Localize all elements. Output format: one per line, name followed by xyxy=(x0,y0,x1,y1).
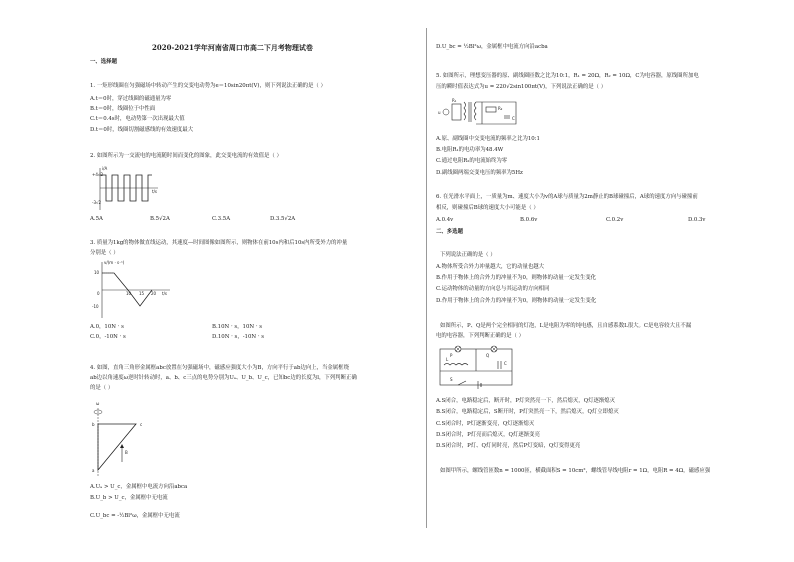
q4-stem-line1: 4. 如图，直角三角形金属框abc放置在匀强磁场中，磁感应强度大小为B，方向平行于ab边向上，当金属框绕 xyxy=(90,365,349,371)
q3-fig-y1: 10 xyxy=(94,270,100,275)
q7-option-b: B.作用于物体上的合外力的冲量不为0，则物体的动量一定发生变化 xyxy=(436,275,597,281)
q2-option-c: C.3.5A xyxy=(212,216,231,222)
right-column xyxy=(436,0,768,562)
q2-option-a: A.5A xyxy=(90,216,103,222)
q5-option-a: A.原、副线圈中交变电流的频率之比为10:1 xyxy=(436,136,540,142)
q3-option-c: C.0，-10N · s xyxy=(90,334,126,340)
q4-fig-label-b: b xyxy=(92,422,95,427)
q3-fig-x1: 10 xyxy=(126,291,132,296)
q7-option-a: A.物体所受合外力冲量越大，它的动量也越大 xyxy=(436,264,545,270)
q3-fig-ylabel: v/(m · s⁻¹) xyxy=(104,260,125,265)
left-column xyxy=(80,0,416,562)
q7-stem: 下列说法正确的是（ ） xyxy=(440,252,496,258)
q8-option-e: D.S闭合时，P灯、Q灯同时亮，然后P灯变暗，Q灯变得更亮 xyxy=(436,443,581,449)
q4-option-a: A.Uₐ > U_c，金属框中电流方向沿abca xyxy=(90,484,188,490)
q8-option-b: B.S闭合，电路稳定后，S断开时，P灯突然亮一下，然后熄灭，Q灯立即熄灭 xyxy=(436,409,619,415)
q7-option-d: D.作用于物体上的合外力的冲量不为0，则物体的动量一定发生变化 xyxy=(436,298,597,304)
q4-triangle-frame-figure xyxy=(92,402,152,476)
q8-option-d: D.S闭合时，P灯亮而后熄灭，Q灯逐渐变亮 xyxy=(436,432,540,438)
q4-option-c: C.U_bc = -½Bl²ω，金属框中无电流 xyxy=(90,513,180,519)
section-heading-choice: 一、选择题 xyxy=(90,59,117,65)
q8-option-c: C.S闭合时，P灯逐渐变亮，Q灯逐渐熄灭 xyxy=(436,421,535,427)
q3-fig-origin: 0 xyxy=(97,291,100,296)
q4-option-d: D.U_bc = ½Bl²ω，金属框中电流方向沿acba xyxy=(436,44,548,50)
q2-option-b: B.5√2A xyxy=(150,216,170,222)
paper-title: 2020-2021学年河南省周口市高二下月考物理试卷 xyxy=(152,43,313,52)
q1-option-b: B.t＝0时，线圈位于中性面 xyxy=(90,106,156,112)
q3-option-d: D.10N · s，-10N · s xyxy=(212,334,265,340)
q2-square-wave-figure xyxy=(92,166,162,212)
q4-stem-line2: ab边以角速度ω逆时针转动时，a、b、c三点的电势分别为Uₐ、U_b、U_c，已知bc边的长度为l，下列判断正确 xyxy=(90,375,357,381)
q2-option-d: D.3.5√2A xyxy=(270,216,296,222)
q3-stem-line2: 分别是（ ） xyxy=(90,250,119,256)
q5-fig-c: C xyxy=(512,116,515,121)
q8-lamp-circuit-figure xyxy=(438,343,516,389)
q4-fig-field-b: B xyxy=(125,450,128,455)
q6-stem-line2: 相反，则碰撞后B球的速度大小可能是（ ） xyxy=(436,205,539,211)
q6-option-b: B.0.6v xyxy=(520,217,538,223)
q2-fig-top: +4√2 xyxy=(92,172,103,177)
q5-fig-u: u xyxy=(438,110,441,115)
q4-option-b: B.U_b > U_c，金属框中无电流 xyxy=(90,495,168,501)
column-divider xyxy=(426,28,427,528)
q9-stem: 如图甲所示，螺线管匝数n = 1000匝，横截面积S = 10cm²，螺线管导线电阻r = 1Ω，电阻R = 4Ω，磁感应强 xyxy=(440,468,711,474)
q4-fig-omega: ω xyxy=(96,401,100,406)
q2-stem: 2. 如图所示为一交流电的电流随时间而变化的图象，此交变电流的有效值是（ ） xyxy=(90,153,282,159)
q8-option-a: A.S闭合，电路稳定后，断开时，P灯突然亮一下，然后熄灭，Q灯逐渐熄灭 xyxy=(436,398,616,404)
q8-fig-p: P xyxy=(450,353,453,358)
q6-option-a: A.0.4v xyxy=(436,217,454,223)
q5-transformer-circuit-figure xyxy=(438,96,528,132)
q1-option-c: C.t＝0.4s时，电动势第一次出现最大值 xyxy=(90,116,185,122)
q1-option-a: A.t＝0时，穿过线圈的磁通量为零 xyxy=(90,96,172,102)
q3-option-b: B.10N · s，10N · s xyxy=(212,324,263,330)
q4-fig-label-a: a xyxy=(92,468,95,473)
q3-stem-line1: 3. 质量为1kg的物体做直线运动，其速度—时间图像如图所示，则物体在前10s内和后10s内所受外力的冲量 xyxy=(90,240,348,246)
q6-stem-line1: 6. 在光滑水平面上，一质量为m、速度大小为v的A球与质量为2m静止的B球碰撞后，A球的速度方向与碰撞前 xyxy=(436,194,698,200)
q5-option-d: D.副线圈两端交变电压的频率为5Hz xyxy=(436,170,523,176)
q8-fig-l: L xyxy=(446,357,449,362)
q5-fig-r1: R₁ xyxy=(452,98,457,103)
q6-option-d: D.0.3v xyxy=(688,217,706,223)
q3-velocity-time-figure xyxy=(92,260,172,320)
q2-fig-xlabel: t/s xyxy=(152,189,157,194)
q2-fig-ylabel: i/A xyxy=(102,166,108,171)
q8-fig-c: C xyxy=(504,361,507,366)
q7-option-c: C.运动物体的动量的方向总与其运动的方向相同 xyxy=(436,286,550,292)
q8-stem-line1: 如图所示，P、Q是两个完全相同的灯泡，L是电阻为零的纯电感，且自感系数L很大。C是电容较大且不漏 xyxy=(440,323,692,329)
q3-fig-y2: -10 xyxy=(92,304,99,309)
q8-fig-q: Q xyxy=(486,353,490,358)
q4-stem-line3: 的是（ ） xyxy=(90,385,114,391)
q2-fig-bottom: -3√2 xyxy=(92,200,102,205)
q1-stem: 1. 一矩形线圈在匀强磁场中转动产生的交变电动势为e＝10sin20πt(V)，则下列说法正确的是（ ） xyxy=(90,83,326,89)
q4-fig-label-c: c xyxy=(140,422,143,427)
q5-option-c: C.通过电阻R₂的电流始终为零 xyxy=(436,158,508,164)
q6-option-c: C.0.2v xyxy=(606,217,624,223)
q5-option-b: B.电阻R₁的电功率为48.4W xyxy=(436,147,504,153)
q3-fig-x3: 20 xyxy=(151,291,157,296)
q3-fig-xlabel: t/s xyxy=(162,291,167,296)
q3-fig-x2: 15 xyxy=(139,291,145,296)
q5-fig-r2: R₂ xyxy=(498,106,503,111)
q3-option-a: A.0，10N · s xyxy=(90,324,124,330)
q8-fig-s: S xyxy=(450,377,453,382)
q5-stem-line2: 压的瞬时值表达式为u = 220√2sin100πt(V)，下列说法正确的是（ ） xyxy=(436,84,607,90)
q8-stem-line2: 电的电容器，下列判断正确的是（ ） xyxy=(436,333,524,339)
section-heading-multi: 二、多选题 xyxy=(436,229,463,235)
q5-stem-line1: 5. 如图所示，理想变压器的原、副线圈匝数之比为10:1，R₁ = 20Ω，R₂ = 10Ω，C为电容器，原线圈所加电 xyxy=(436,73,699,79)
q1-option-d: D.t＝0时，线圈切割磁感线的有效速度最大 xyxy=(90,127,194,133)
